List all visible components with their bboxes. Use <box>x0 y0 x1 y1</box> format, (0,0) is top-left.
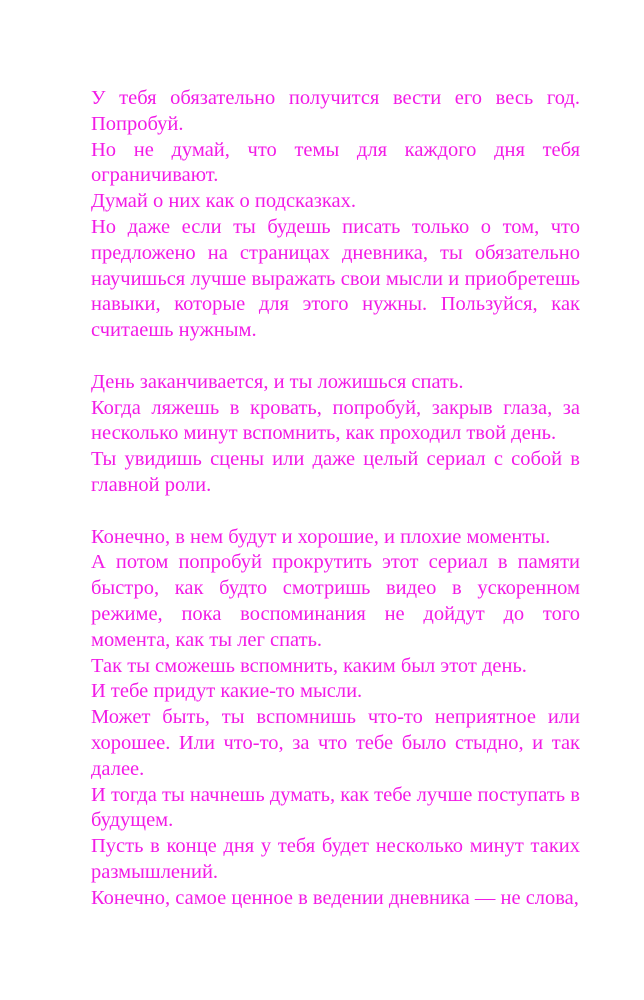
page-body <box>91 86 580 912</box>
paragraph: Когда ляжешь в кровать, попробуй, закрыв глаза, за несколько минут вспомнить, как проходил твой день. <box>91 396 580 445</box>
block-spacer <box>91 344 580 370</box>
paragraph: У тебя обязательно получится вести его весь год. Попробуй. <box>91 87 580 135</box>
paragraph: Пусть в конце дня у тебя будет несколько минут таких размышлений. <box>91 835 580 883</box>
paragraph: И тогда ты начнешь думать, как тебе лучше поступать в будущем. <box>91 783 580 832</box>
block-spacer <box>91 499 580 525</box>
paragraph: А потом попробуй прокрутить этот сериал в памяти быстро, как будто смотришь видео в ускоренном режиме, пока воспоминания не дойдут до того момента, как ты лег спать. <box>91 551 580 651</box>
paragraph: Конечно, самое ценное в ведении дневника — не слова, <box>91 886 579 909</box>
paragraph: Конечно, в нем будут и хорошие, и плохие моменты. <box>91 525 551 548</box>
text-block-2 <box>91 370 580 499</box>
paragraph: И тебе придут какие-то мысли. <box>91 680 363 703</box>
paragraph: Но даже если ты будешь писать только о том, что предложено на страницах дневника, ты обязательно научишься лучше выражать свои мысли и приобретешь навыки, которые для этого нужны. Пользуйся, как считаешь нужным. <box>91 215 580 342</box>
text-block-1 <box>91 86 580 344</box>
paragraph: Ты увидишь сцены или даже целый сериал с собой в главной роли. <box>91 448 580 496</box>
paragraph: Так ты сможешь вспомнить, каким был этот день. <box>91 654 527 677</box>
paragraph: Думай о них как о подсказках. <box>91 190 357 213</box>
text-block-3 <box>91 525 580 912</box>
paragraph: День заканчивается, и ты ложишься спать. <box>91 370 464 393</box>
paragraph: Может быть, ты вспомнишь что-то неприятное или хорошее. Или что-то, за что тебе было стыдно, и так далее. <box>91 706 580 780</box>
paragraph: Но не думай, что темы для каждого дня тебя ограничивают. <box>91 138 580 187</box>
